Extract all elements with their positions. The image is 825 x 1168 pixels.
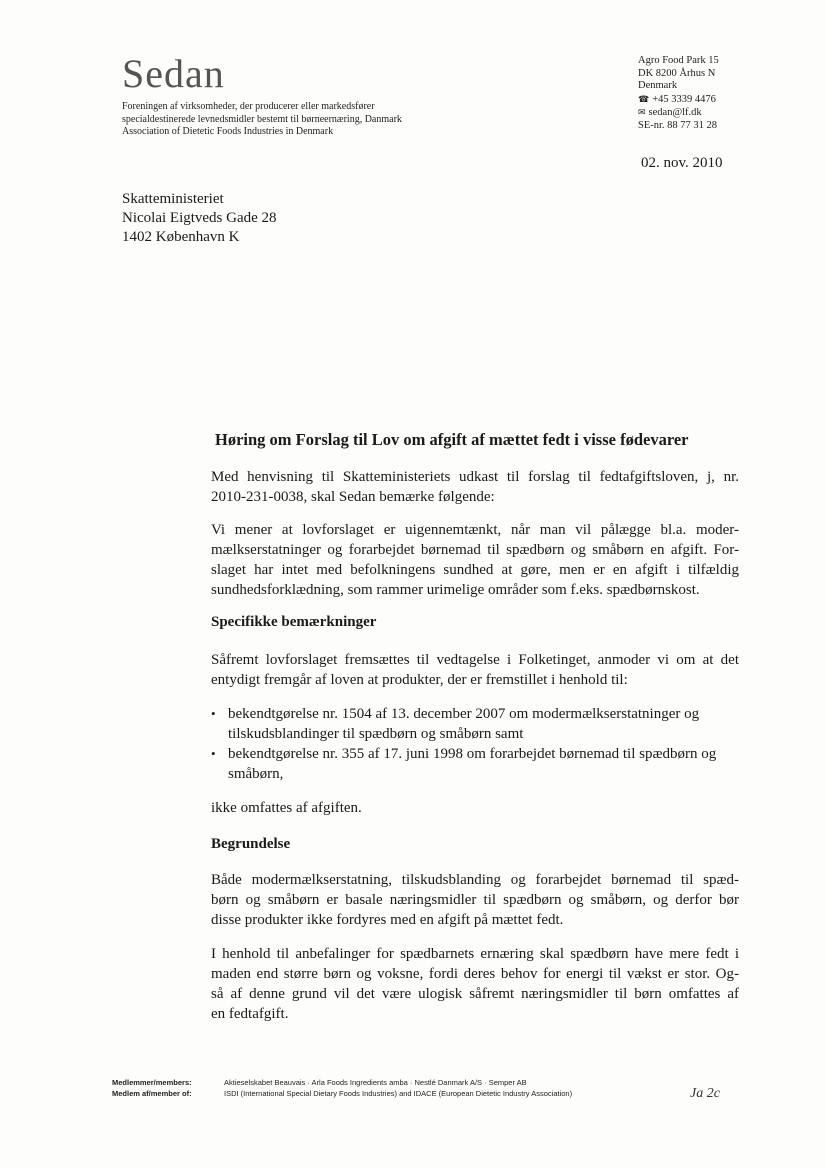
- org-line: Association of Dietetic Foods Industries in Denmark: [122, 126, 334, 137]
- heading-specific-remarks: Specifikke bemærkninger: [211, 614, 377, 630]
- address-street: Agro Food Park 15: [638, 55, 719, 66]
- address-email[interactable]: ✉ sedan@lf.dk: [638, 107, 702, 118]
- recipient-line: 1402 København K: [122, 229, 240, 245]
- footer-member-of: Medlem af/member of: ISDI (International Special Dietary Foods Industries) and IDACE (European Dietetic Industry Association): [112, 1089, 573, 1098]
- phone-icon: ☎: [638, 93, 650, 104]
- envelope-icon: ✉: [638, 107, 646, 117]
- letter-date: 02. nov. 2010: [641, 155, 723, 171]
- organization-description: [122, 101, 482, 139]
- recipient-line: Skatteministeriet: [122, 191, 224, 207]
- org-line: Foreningen af virksomheder, der producerer eller markedsfører: [122, 101, 375, 112]
- handwritten-initials: Ja 2c: [690, 1086, 720, 1101]
- address-cvr: SE-nr. 88 77 31 28: [638, 119, 718, 131]
- heading-justification: Begrundelse: [211, 836, 291, 852]
- footer: [112, 1077, 572, 1099]
- logo: Sedan: [122, 51, 225, 96]
- list-item: • bekendtgørelse nr. 355 af 17. juni 1998 om forarbejdet børnemad til spædbørn og småbørn,: [211, 744, 751, 784]
- sender-address: [638, 55, 719, 132]
- paragraph-opinion: Vi mener at lovforslaget er uigennemtænkt, når man vil pålægge bl.a. moder- mælkserstatninger og forarbejdet børnemad til spædbørn og småbørn en afgift. For- slaget har intet med befolkningens sundhed at gøre, men er en afgift i tilfældig sundhedsforklædning, som rammer urimelige områder som f.eks. spædbørnskost.: [211, 522, 739, 598]
- paragraph-intro: Med henvisning til Skatteministeriets udkast til forslag til fedtafgiftsloven, j, nr. 2010-231-0038, skal Sedan bemærke følgende:: [211, 469, 739, 505]
- recipient-line: Nicolai Eigtveds Gade 28: [122, 210, 277, 226]
- recipient-address: [122, 190, 277, 247]
- paragraph-request: Såfremt lovforslaget fremsættes til vedtagelse i Folketinget, anmoder vi om at det entydigt fremgår af loven at produkter, der er fremstillet i henhold til:: [211, 652, 739, 688]
- paragraph-basic-foods: Både modermælkserstatning, tilskudsblanding og forarbejdet børnemad til spæd- børn og småbørn er basale næringsmidler til spædbørn og småbørn, og derfor bør disse produkter ikke fordyres med en afgift på mættet fedt.: [211, 872, 739, 928]
- org-line: specialdestinerede levnedsmidler bestemt til børneernæring, Danmark: [122, 113, 402, 125]
- footer-members: Medlemmer/members: Aktieselskabet Beauvais · Arla Foods Ingredients amba · Nestlé Danmark A/S · Semper AB: [112, 1078, 527, 1087]
- address-city: DK 8200 Århus N: [638, 67, 716, 79]
- letter-title: Høring om Forslag til Lov om afgift af mættet fedt i visse fødevarer: [215, 430, 689, 449]
- paragraph-exclusion: ikke omfattes af afgiften.: [211, 800, 362, 816]
- paragraph-recommendations: I henhold til anbefalinger for spædbarnets ernæring skal spædbørn have mere fedt i maden end større børn og voksne, fordi deres behov for energi til vækst er stor. Og- så af denne grund vil det være ulogisk såfremt næringsmidler til børn omfattes af en fedtafgift.: [211, 946, 739, 1022]
- address-phone: ☎ +45 3339 4476: [638, 93, 716, 105]
- regulation-list: [211, 704, 751, 784]
- address-country: Denmark: [638, 80, 678, 91]
- list-item: • bekendtgørelse nr. 1504 af 13. december 2007 om modermælkserstatninger og tilskudsblandinger til spædbørn og småbørn samt: [211, 704, 751, 744]
